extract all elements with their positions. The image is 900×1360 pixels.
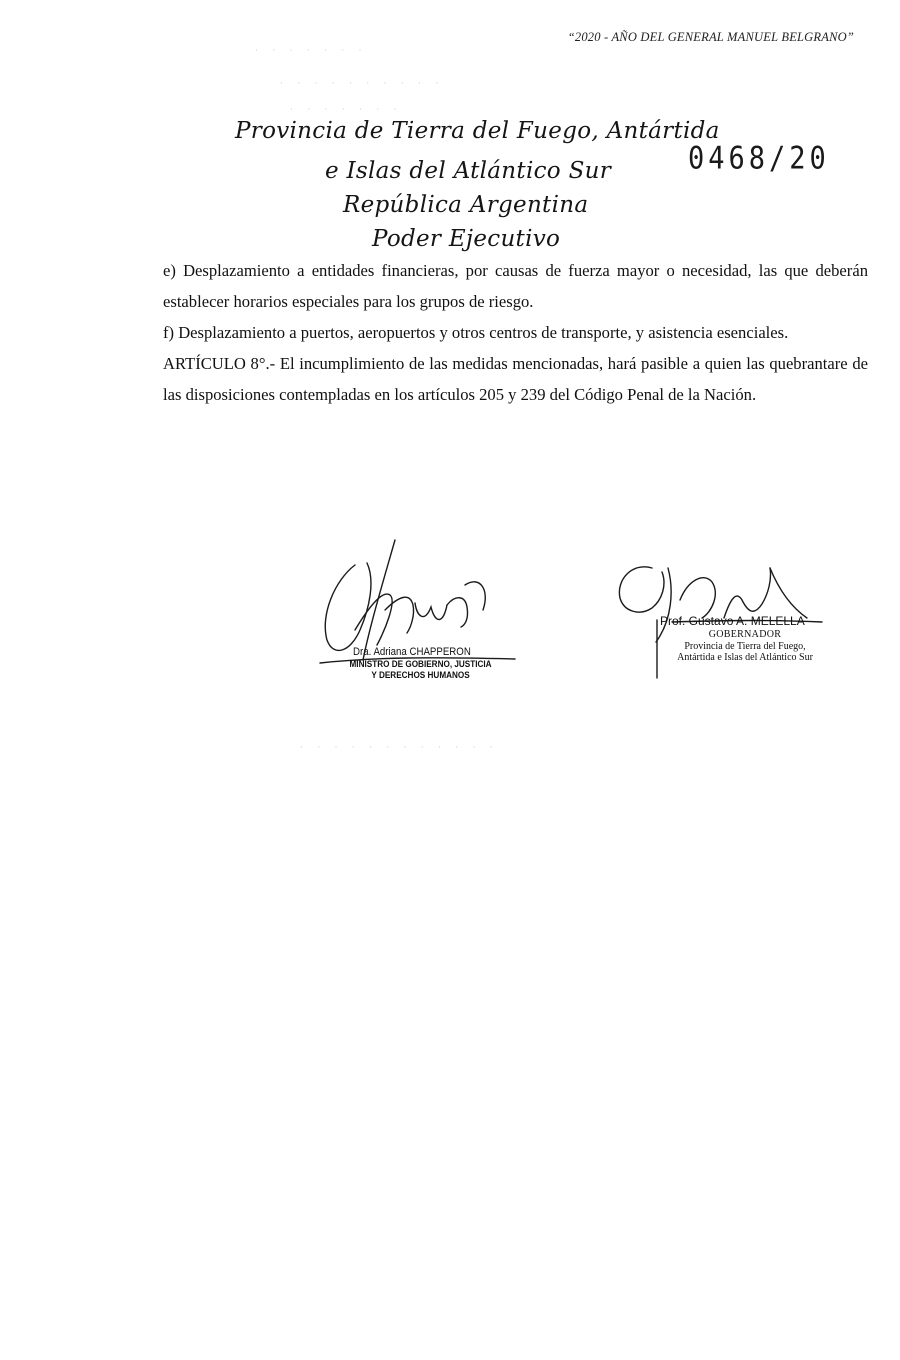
signatory-name-governor: Prof. Gustavo A. MELELLA — [660, 614, 805, 628]
governor-province-line-1: Provincia de Tierra del Fuego, — [684, 640, 806, 652]
decree-number-stamp: 0468/20 — [688, 140, 830, 177]
governor-title: GOBERNADOR — [708, 629, 782, 640]
paragraph-article-8: ARTÍCULO 8°.- El incumplimiento de las medidas mencionadas, hará pasible a quien las quebrantare de las disposiciones contempladas en los artículos 205 y 239 del Código Penal de la Nación. — [163, 354, 868, 404]
letterhead-islands: e Islas del Atlántico Sur — [325, 158, 612, 184]
governor-province-line-2: Antártida e Islas del Atlántico Sur — [677, 652, 813, 663]
scan-artifact: · · · · · · · · · · · · — [300, 742, 499, 752]
signature-block-minister — [315, 535, 525, 695]
scan-artifact: · · · · · · · · · · — [280, 78, 445, 88]
document-body — [163, 255, 868, 410]
letterhead-province: Provincia de Tierra del Fuego, Antártida — [235, 118, 720, 144]
minister-title-line-1: MINISTRO DE GOBIERNO, JUSTICIA — [349, 659, 492, 670]
minister-title-line-2: Y DERECHOS HUMANOS — [371, 670, 470, 681]
signatory-title-governor — [650, 629, 840, 664]
scan-artifact: · · · · · · · — [255, 45, 368, 55]
signatory-name-minister: Dra. Adriana CHAPPERON — [353, 646, 471, 658]
letterhead-country: República Argentina — [343, 192, 589, 218]
letterhead-branch: Poder Ejecutivo — [372, 226, 561, 252]
paragraph-item-f: f) Desplazamiento a puertos, aeropuertos y otros centros de transporte, y asistencia esenciales. — [163, 323, 789, 342]
paragraph-item-e: e) Desplazamiento a entidades financieras, por causas de fuerza mayor o necesidad, las que deberán establecer horarios especiales para los grupos de riesgo. — [163, 261, 868, 311]
signatory-title-minister — [341, 659, 500, 681]
scan-artifact: · · · · · · · — [290, 104, 403, 114]
year-motto: “2020 - AÑO DEL GENERAL MANUEL BELGRANO” — [567, 30, 854, 44]
signature-block-governor — [612, 560, 842, 680]
